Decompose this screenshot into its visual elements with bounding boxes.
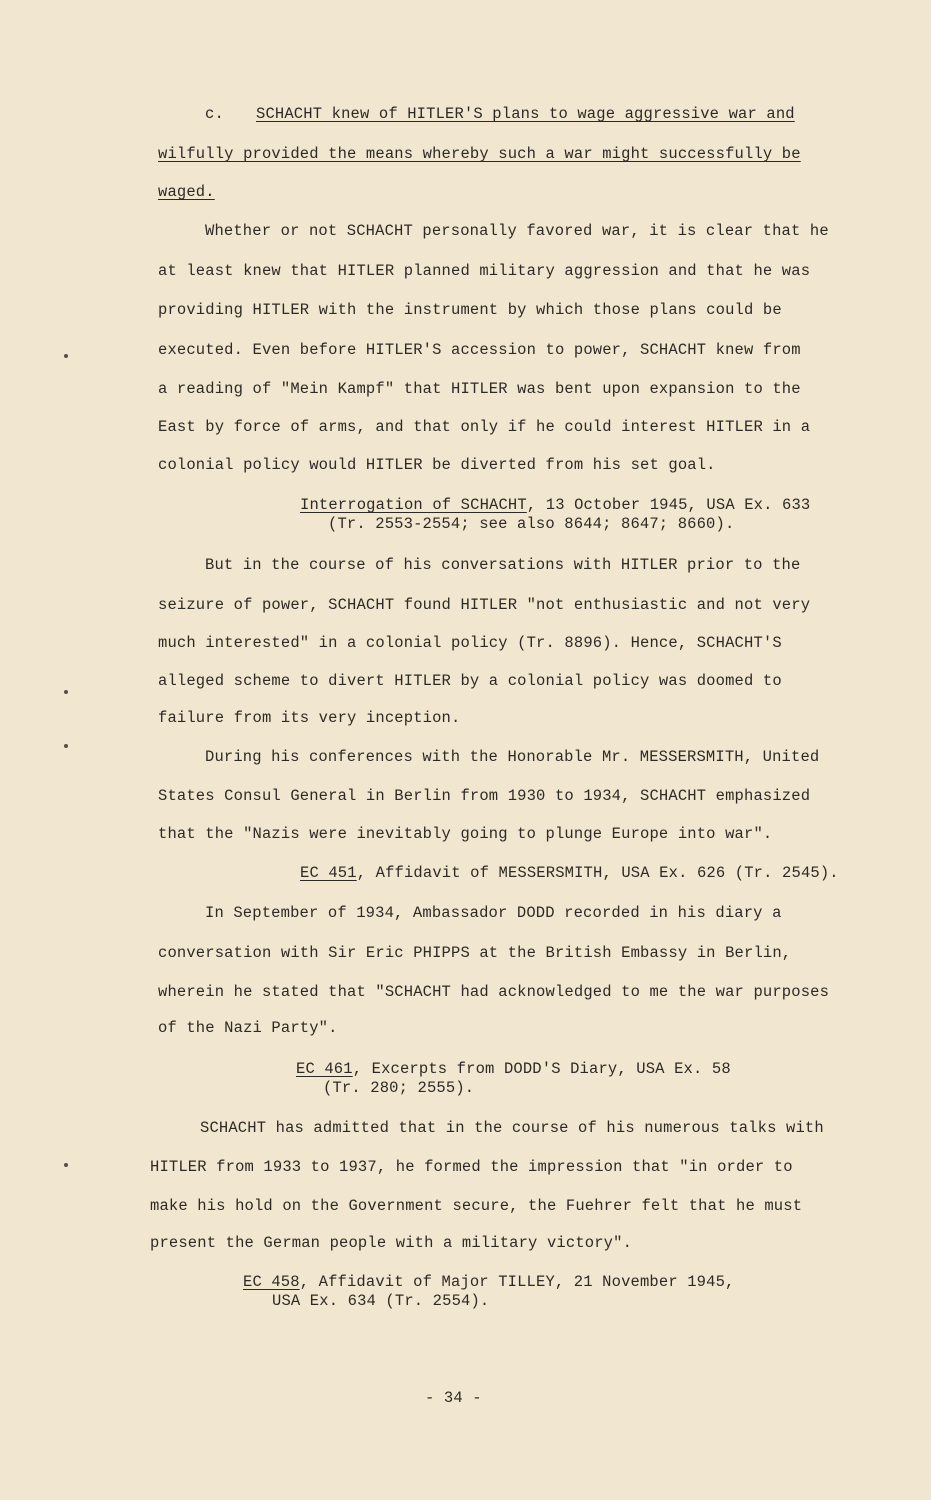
- paragraph-line: In September of 1934, Ambassador DODD recorded in his diary a: [205, 904, 782, 922]
- margin-dot: [64, 744, 68, 748]
- paragraph-line: States Consul General in Berlin from 1930 to 1934, SCHACHT emphasized: [158, 787, 811, 805]
- citation: [300, 496, 810, 514]
- margin-dot: [64, 690, 68, 694]
- paragraph-line: much interested" in a colonial policy (Tr. 8896). Hence, SCHACHT'S: [158, 634, 782, 652]
- paragraph-line: Whether or not SCHACHT personally favored war, it is clear that he: [205, 222, 829, 240]
- paragraph-line: of the Nazi Party".: [158, 1019, 338, 1037]
- citation-source: EC 458: [243, 1273, 300, 1291]
- paragraph-line: a reading of "Mein Kampf" that HITLER was bent upon expansion to the: [158, 380, 801, 398]
- page-number: - 34 -: [425, 1389, 482, 1407]
- paragraph-line: seizure of power, SCHACHT found HITLER "not enthusiastic and not very: [158, 596, 811, 614]
- section-heading-line: wilfully provided the means whereby such a war might successfully be: [158, 145, 801, 163]
- paragraph-line: But in the course of his conversations with HITLER prior to the: [205, 556, 801, 574]
- paragraph-line: failure from its very inception.: [158, 709, 461, 727]
- citation-source: EC 461: [296, 1060, 353, 1078]
- paragraph-line: HITLER from 1933 to 1937, he formed the impression that "in order to: [150, 1158, 793, 1176]
- citation-detail: , Excerpts from DODD'S Diary, USA Ex. 58: [352, 1060, 731, 1078]
- paragraph-line: at least knew that HITLER planned military aggression and that he was: [158, 262, 811, 280]
- citation: [243, 1273, 735, 1291]
- paragraph-line: providing HITLER with the instrument by which those plans could be: [158, 301, 782, 319]
- citation-detail: , 13 October 1945, USA Ex. 633: [526, 496, 811, 514]
- paragraph-line: make his hold on the Government secure, the Fuehrer felt that he must: [150, 1197, 803, 1215]
- paragraph-line: that the "Nazis were inevitably going to plunge Europe into war".: [158, 825, 773, 843]
- section-marker: c.: [205, 105, 224, 123]
- paragraph-line: alleged scheme to divert HITLER by a colonial policy was doomed to: [158, 672, 782, 690]
- paragraph-line: East by force of arms, and that only if he could interest HITLER in a: [158, 418, 811, 436]
- citation: [296, 1060, 731, 1078]
- citation-detail: , Affidavit of Major TILLEY, 21 November 1945,: [299, 1273, 735, 1291]
- section-heading-line: waged.: [158, 183, 215, 201]
- margin-dot: [64, 1163, 68, 1167]
- paragraph-line: During his conferences with the Honorable Mr. MESSERSMITH, United: [205, 748, 820, 766]
- paragraph-line: wherein he stated that "SCHACHT had acknowledged to me the war purposes: [158, 983, 830, 1001]
- section-heading-line: SCHACHT knew of HITLER'S plans to wage aggressive war and: [256, 105, 795, 123]
- paragraph-line: conversation with Sir Eric PHIPPS at the British Embassy in Berlin,: [158, 944, 792, 962]
- citation-line: (Tr. 280; 2555).: [323, 1079, 475, 1097]
- paragraph-line: present the German people with a military victory".: [150, 1234, 633, 1252]
- paragraph-line: SCHACHT has admitted that in the course of his numerous talks with: [200, 1119, 824, 1137]
- paragraph-line: executed. Even before HITLER'S accession to power, SCHACHT knew from: [158, 341, 801, 359]
- citation: [300, 864, 839, 882]
- citation-source: EC 451: [300, 864, 357, 882]
- citation-line: (Tr. 2553-2554; see also 8644; 8647; 8660).: [328, 515, 735, 533]
- citation-source: Interrogation of SCHACHT: [300, 496, 527, 514]
- paragraph-line: colonial policy would HITLER be diverted from his set goal.: [158, 456, 716, 474]
- citation-detail: , Affidavit of MESSERSMITH, USA Ex. 626 (Tr. 2545).: [356, 864, 839, 882]
- citation-line: USA Ex. 634 (Tr. 2554).: [272, 1292, 490, 1310]
- margin-dot: [64, 354, 68, 358]
